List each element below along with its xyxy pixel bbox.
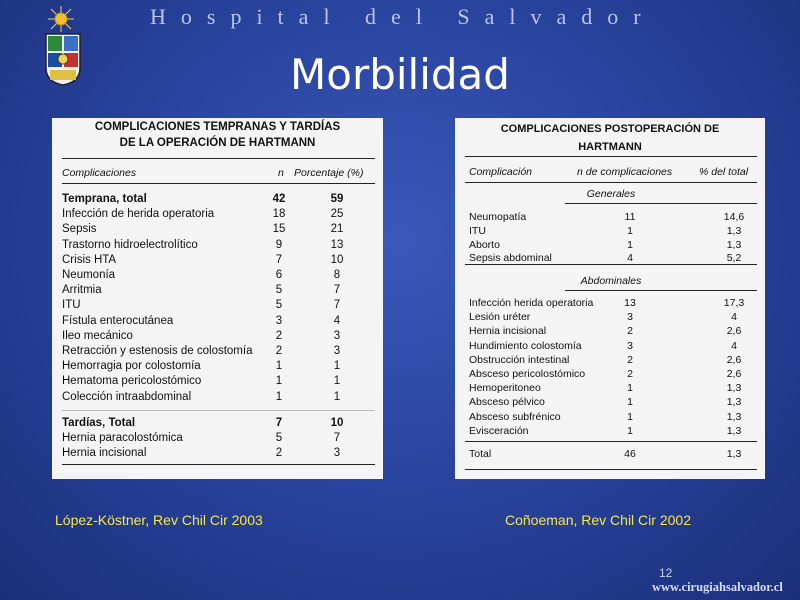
cell-percent: 7	[333, 284, 341, 297]
cell-percent: 14,6	[723, 211, 745, 223]
cell-percent: 2,6	[726, 368, 742, 380]
cell-percent: 10	[330, 253, 344, 266]
cell-percent: 1,3	[726, 396, 742, 409]
table-rule	[565, 203, 757, 204]
cell-percent: 1,3	[726, 448, 742, 460]
cell-label: ITU	[469, 224, 486, 237]
table-row	[455, 310, 765, 324]
cell-n: 6	[275, 269, 283, 281]
cell-n: 4	[627, 252, 633, 265]
cell-label: Evisceración	[469, 424, 529, 437]
cell-percent: 2,6	[726, 353, 742, 366]
cell-label: Hemorragia por colostomía	[62, 360, 201, 373]
cell-n: 42	[272, 193, 286, 205]
column-header-complicacion: Complicación	[469, 166, 533, 178]
table-row	[455, 395, 765, 409]
table-title-line2: DE LA OPERACIÓN DE HARTMANN	[119, 137, 316, 149]
cell-n: 1	[627, 382, 633, 395]
cell-n: 18	[272, 208, 286, 221]
page-number: 12	[659, 566, 673, 580]
cell-label: Lesión uréter	[469, 311, 531, 324]
cell-percent: 3	[333, 329, 341, 342]
cell-n: 2	[275, 447, 283, 460]
cell-percent: 7	[333, 432, 341, 445]
cell-n: 2	[627, 325, 633, 338]
table-row	[455, 424, 765, 438]
cell-n: 3	[275, 314, 283, 327]
cell-label: Sepsis abdominal	[469, 252, 552, 265]
table-row	[455, 324, 765, 338]
table-row	[455, 367, 765, 381]
cell-n: 13	[624, 297, 636, 309]
cell-label: Hundimiento colostomía	[469, 339, 582, 352]
cell-percent: 1,3	[726, 224, 742, 237]
cell-label: Ileo mecánico	[62, 329, 133, 342]
cell-percent: 1	[333, 375, 341, 388]
citation-right: Coñoeman, Rev Chil Cir 2002	[505, 512, 691, 528]
cell-n: 1	[627, 396, 633, 409]
cell-n: 1	[627, 224, 633, 237]
column-header-porcentaje: Porcentaje (%)	[294, 167, 364, 179]
cell-n: 11	[624, 211, 636, 223]
table-rule	[465, 469, 757, 470]
table-rule	[62, 183, 375, 184]
cell-n: 3	[627, 339, 633, 352]
table-row	[455, 410, 765, 424]
cell-label: Neumonía	[62, 269, 116, 281]
section-header-abdominales: Abdominales	[580, 275, 642, 287]
cell-label: Hernia paracolostómica	[62, 432, 183, 445]
table-row	[52, 298, 383, 313]
table-rule	[62, 158, 375, 159]
table-row	[52, 374, 383, 389]
cell-percent: 1	[333, 390, 341, 403]
table-row	[455, 210, 765, 224]
cell-percent: 1,3	[726, 238, 742, 251]
table-row	[455, 353, 765, 367]
cell-n: 7	[275, 417, 283, 429]
table-row	[52, 283, 383, 298]
cell-label: Temprana, total	[62, 193, 147, 205]
cell-percent: 13	[330, 238, 344, 251]
table-row	[52, 359, 383, 374]
cell-label: Hernia incisional	[62, 447, 147, 460]
table-row	[52, 329, 383, 344]
table-title-line1: COMPLICACIONES POSTOPERACIÓN DE	[500, 123, 720, 135]
table-rule	[565, 290, 757, 291]
cell-label: Aborto	[469, 238, 500, 251]
cell-n: 3	[627, 311, 633, 324]
table-row	[52, 192, 383, 207]
table-row	[52, 390, 383, 405]
cell-percent: 7	[333, 299, 341, 312]
slide-title: Morbilidad	[290, 50, 510, 99]
cell-percent: 4	[731, 339, 737, 352]
early-late-complications-table	[52, 118, 383, 479]
table-total-row	[455, 447, 765, 461]
cell-percent: 21	[330, 223, 344, 236]
table-row	[52, 416, 383, 431]
table-row	[52, 314, 383, 329]
cell-label: ITU	[62, 299, 81, 312]
cell-percent: 25	[330, 208, 344, 221]
cell-label: Obstrucción intestinal	[469, 353, 570, 366]
table-rule	[465, 182, 757, 183]
table-row	[455, 224, 765, 238]
cell-percent: 17,3	[723, 297, 745, 309]
cell-label: Absceso pericolostómico	[469, 368, 586, 380]
cell-label: Tardías, Total	[62, 417, 136, 429]
cell-label: Infección herida operatoria	[469, 297, 594, 309]
cell-percent: 5,2	[726, 252, 742, 265]
table-rule	[62, 464, 375, 465]
cell-n: 2	[627, 368, 633, 380]
cell-label: Hematoma pericolostómico	[62, 375, 202, 388]
cell-label: Crisis HTA	[62, 253, 117, 266]
cell-label: Trastorno hidroelectrolítico	[62, 238, 198, 251]
hospital-name-header: Hospital del Salvador	[150, 4, 656, 29]
table-row	[52, 238, 383, 253]
cell-percent: 1,3	[726, 410, 742, 423]
cell-n: 7	[275, 253, 283, 266]
sun-emblem-icon	[46, 6, 76, 32]
cell-percent: 8	[333, 269, 341, 281]
footer-website: www.cirugiahsalvador.cl	[652, 580, 783, 594]
cell-n: 1	[627, 424, 633, 437]
cell-label: Arritmia	[62, 284, 102, 297]
column-header-n: n	[278, 167, 284, 179]
cell-n: 1	[627, 410, 633, 423]
cell-n: 5	[275, 299, 283, 312]
cell-percent: 1,3	[726, 382, 742, 395]
table-row	[52, 222, 383, 237]
cell-percent: 10	[330, 417, 344, 429]
cell-n: 5	[275, 284, 283, 297]
cell-percent: 1,3	[726, 424, 742, 437]
table-row	[455, 251, 765, 265]
cell-label: Hemoperitoneo	[469, 382, 541, 395]
cell-n: 1	[275, 390, 283, 403]
table-row	[455, 238, 765, 252]
cell-label: Absceso subfrénico	[469, 410, 561, 423]
cell-n: 2	[275, 345, 283, 357]
cell-percent: 4	[731, 311, 737, 324]
cell-label: Sepsis	[62, 223, 97, 236]
table-row	[52, 446, 383, 461]
section-header-generales: Generales	[586, 188, 636, 200]
table-row	[455, 381, 765, 395]
table-row	[52, 207, 383, 222]
cell-n: 5	[275, 432, 283, 445]
cell-label: Colección intraabdominal	[62, 390, 192, 403]
table-title-line1: COMPLICACIONES TEMPRANAS Y TARDÍAS	[94, 121, 341, 133]
cell-label: Retracción y estenosis de colostomía	[62, 345, 253, 357]
citation-left: López-Köstner, Rev Chil Cir 2003	[55, 512, 263, 528]
table-rule	[62, 410, 375, 411]
cell-percent: 59	[330, 193, 344, 205]
table-row	[52, 253, 383, 268]
table-row	[52, 431, 383, 446]
table-row	[52, 344, 383, 359]
cell-n: 15	[272, 223, 286, 236]
cell-label: Fístula enterocutánea	[62, 314, 174, 327]
cell-percent: 3	[333, 345, 341, 357]
table-row	[455, 296, 765, 310]
cell-n: 2	[275, 329, 283, 342]
cell-n: 1	[275, 375, 283, 388]
table-row	[52, 268, 383, 283]
cell-n: 1	[627, 238, 633, 251]
cell-label: Infección de herida operatoria	[62, 208, 215, 221]
postoperative-complications-table	[455, 118, 765, 479]
cell-label: Neumopatía	[469, 211, 527, 223]
table-row	[455, 339, 765, 353]
cell-n: 46	[624, 448, 636, 460]
column-header-percent-total: % del total	[699, 166, 749, 178]
cell-percent: 4	[333, 314, 341, 327]
cell-label: Absceso pélvico	[469, 396, 545, 409]
column-header-complicaciones: Complicaciones	[62, 167, 137, 179]
cell-label: Hernia incisional	[469, 325, 547, 338]
cell-label: Total	[469, 448, 492, 460]
cell-n: 1	[275, 360, 283, 373]
table-rule	[465, 156, 757, 157]
column-header-n-complicaciones: n de complicaciones	[577, 166, 673, 178]
cell-n: 2	[627, 353, 633, 366]
cell-n: 9	[275, 238, 283, 251]
table-rule	[465, 441, 757, 442]
cell-percent: 1	[333, 360, 341, 373]
cell-percent: 2,6	[726, 325, 742, 338]
table-title-line2: HARTMANN	[578, 141, 642, 153]
cell-percent: 3	[333, 447, 341, 460]
